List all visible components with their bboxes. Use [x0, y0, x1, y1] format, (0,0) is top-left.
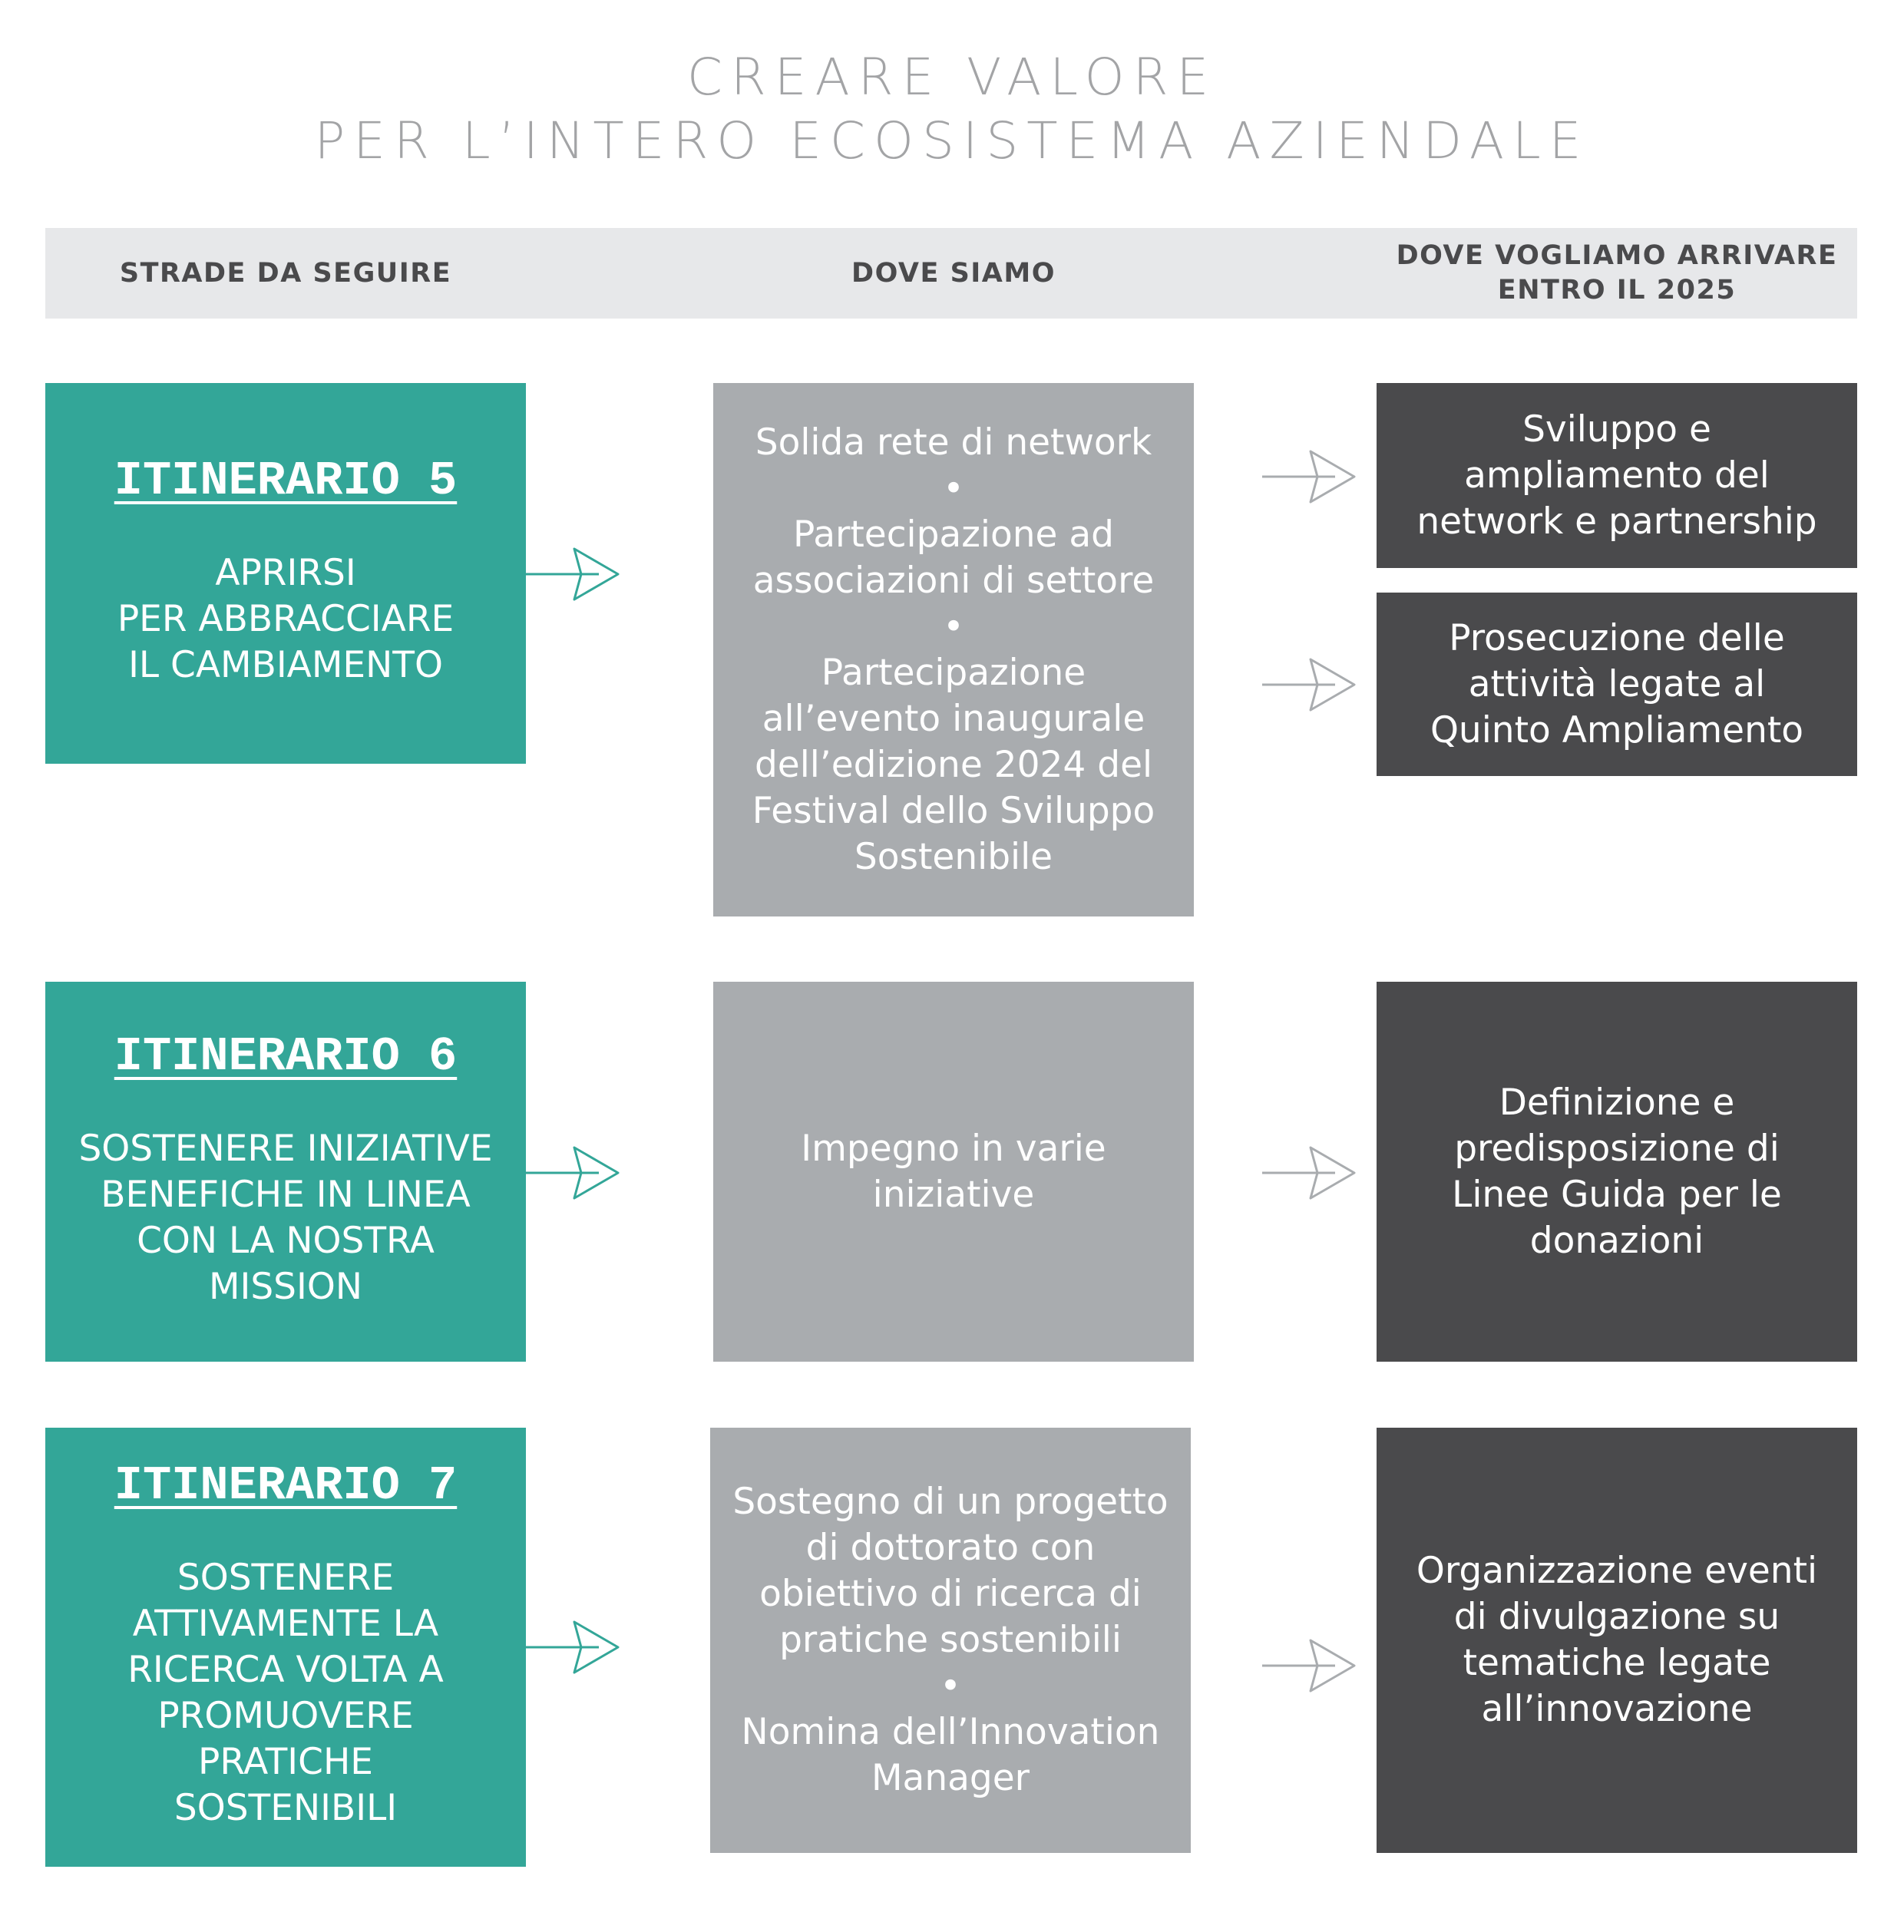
itinerary-5-box — [45, 383, 526, 764]
bullet-separator: • — [943, 605, 964, 648]
title-line-1: CREARE VALORE — [686, 48, 1218, 107]
goal-text: Definizione e predisposizione di Linee Guida per le donazioni — [1452, 1081, 1782, 1262]
current-item: Sostegno di un progetto di dottorato con obiettivo di ricerca di pratiche sostenibili — [732, 1481, 1169, 1661]
current-item: Nomina dell’Innovation Manager — [741, 1711, 1160, 1799]
itinerary-subtitle: SOSTENERE ATTIVAMENTE LA RICERCA VOLTA A PROMUOVERE PRATICHE SOSTENIBILI — [127, 1557, 444, 1829]
header-obiettivi-line1: DOVE VOGLIAMO ARRIVARE — [1396, 240, 1838, 271]
header-obiettivi-line2: ENTRO IL 2025 — [1497, 275, 1737, 305]
header-strade: STRADE DA SEGUIRE — [119, 257, 452, 289]
itinerary-title: ITINERARIO 5 — [114, 454, 458, 508]
itinerary-subtitle: PER ABBRACCIARE — [117, 598, 455, 640]
itinerary-6-box — [45, 982, 526, 1362]
bullet-separator: • — [940, 1665, 961, 1707]
itinerary-subtitle: SOSTENERE INIZIATIVE BENEFICHE IN LINEA CON LA NOSTRA MISSION — [78, 1127, 493, 1308]
header-dove-siamo: DOVE SIAMO — [851, 257, 1056, 289]
goal-text: Sviluppo e ampliamento del network e partnership — [1416, 408, 1817, 543]
goal-text: Prosecuzione delle attività legate al Quinto Ampliamento — [1430, 616, 1804, 751]
itinerary-7-box — [45, 1428, 526, 1867]
goal-box-3 — [1377, 1428, 1857, 1853]
arrow-right-icon — [1262, 658, 1356, 712]
current-status-box-2 — [713, 982, 1194, 1362]
current-item: Partecipazione all’evento inaugurale dell’edizione 2024 del Festival dello Sviluppo Sostenibile — [752, 651, 1155, 878]
arrow-right-icon — [526, 1620, 620, 1674]
arrow-right-icon — [526, 547, 620, 601]
itinerary-subtitle: APRIRSI — [215, 552, 356, 594]
current-status-box-3 — [710, 1428, 1191, 1853]
itinerary-subtitle: IL CAMBIAMENTO — [128, 644, 443, 686]
current-item: Impegno in varie iniziative — [801, 1127, 1106, 1216]
current-item: Partecipazione ad associazioni di settore — [752, 513, 1155, 602]
itinerary-title: ITINERARIO 6 — [114, 1029, 458, 1084]
goal-box-1a — [1377, 383, 1857, 568]
current-status-box-1 — [713, 383, 1194, 916]
title-line-2: PER L’INTERO ECOSISTEMA AZIENDALE — [314, 111, 1590, 170]
goal-box-1b — [1377, 593, 1857, 776]
arrow-right-icon — [1262, 450, 1356, 504]
arrow-right-icon — [526, 1146, 620, 1200]
column-header-bar — [45, 228, 1857, 319]
bullet-separator: • — [943, 467, 964, 510]
arrow-right-icon — [1262, 1146, 1356, 1200]
current-item: Solida rete di network — [755, 421, 1152, 464]
goal-box-2 — [1377, 982, 1857, 1362]
goal-text: Organizzazione eventi di divulgazione su tematiche legate all’innovazione — [1416, 1550, 1818, 1730]
header-obiettivi — [1377, 228, 1857, 319]
itinerary-title: ITINERARIO 7 — [114, 1458, 458, 1513]
arrow-right-icon — [1262, 1639, 1356, 1693]
